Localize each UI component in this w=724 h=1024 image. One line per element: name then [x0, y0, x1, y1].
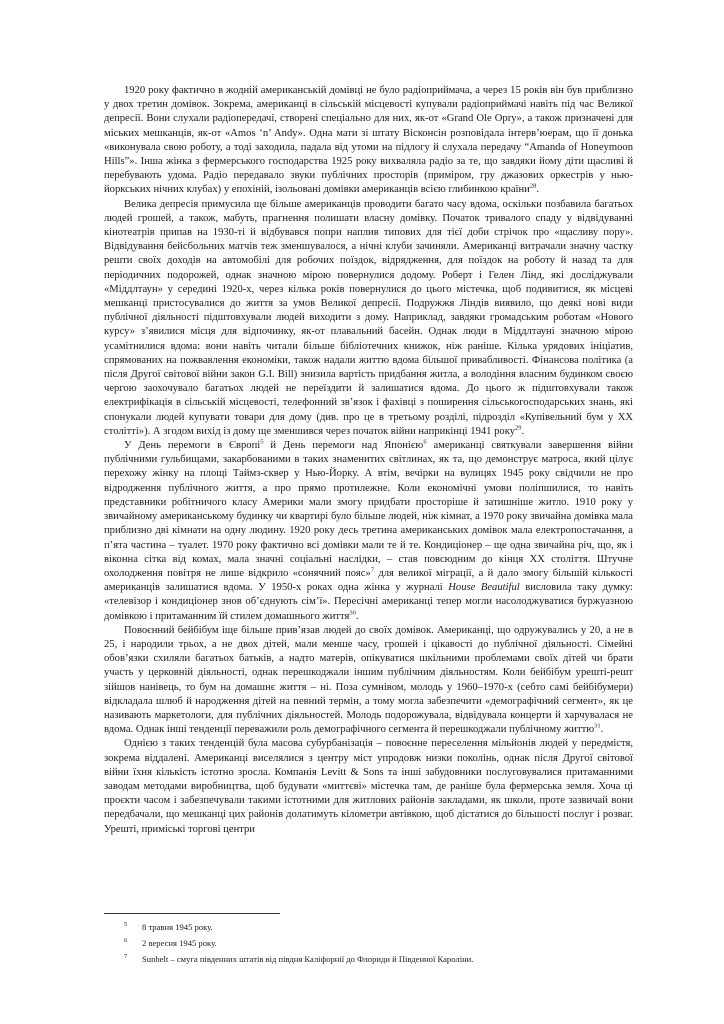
paragraph-4: Повоєнний бейбібум іще більше прив’язав людей до своїх домівок. Американці, що одружувались у 20, а не в 25, і народили трьох, а не двох дітей, мали менше часу, грошей і цікавості до публічної діяльності. Сімейні обов’язки схиляли багатьох батьків, а надто матерів, опікуватися шкільними проблемами своїх дітей чи брати участь у церковній діяльності, однак перешкоджали іншим публічним діяльностям. Коли бейбібум урешті-решт зійшов нанівець, то бум на домашнє життя – ні. Поза сумнівом, молодь у 1960–1970-х (себто самі бейбібумери) відкладала шлюб й народження дітей на певний термін, а тому могла забезпечити «демографічний сегмент», як це називають маркетологи, для публічних діяльностей. Молодь подорожувала, відвідувала концерти й харчувалася не вдома. Однак інші тенденції переважили роль демографічного сегмента й перешкоджали публічному життю$^{31}$.: [104, 624, 633, 736]
footnote-mark: 6: [124, 937, 128, 945]
footnote-mark: 5: [124, 921, 128, 928]
body-text: [104, 84, 633, 837]
footnote-item: [104, 936, 633, 950]
paragraph-5: Однією з таких тенденцій була масова субурбанізація – повоєнне переселення мільйонів людей у передмістя, зокрема віддалені. Американці виселялися з центру міст упродовж низки поколінь, однак після Другої світової війни їхня кількість істотно зросла. Компанія Levitt & Sons та інші забудовники послуговувалися притаманними заводам методами виробництва, щоб будувати «миттєві» містечка там, де раніше була фермерська земля. Хоча ці проєкти часом і забезпечували такими істотними для житлових районів закладами, як школи, проте зазвичай вони передбачали, що мешканці цих районів долатимуть кілометри автівкою, щоб дістатися до більшості послуг і розваг. Урешті, приміські торгові центри: [104, 738, 633, 835]
footnote-ref: 7: [370, 566, 375, 574]
footnotes: [104, 920, 633, 969]
footnote-divider: [104, 913, 280, 914]
footnote-ref: 6: [423, 438, 427, 446]
footnote-text: 8 травня 1945 року.: [142, 922, 213, 932]
magazine-title: House Beautiful: [448, 582, 520, 594]
footnote-mark: 7: [124, 953, 128, 961]
footnote-text: Sunbelt – смуга південних штатів від півдня Каліфорнії до Флориди й Південної Кароліни.: [142, 954, 474, 965]
footnote-item: [104, 920, 633, 934]
footnote-item: [104, 952, 633, 966]
paragraph-3: У День перемоги в Європі$^5$ й День перемоги над Японією$^6$ американці святкували завершення війни публічними гульбищами, закарбованими в таких знаменитих світлинах, як та, що демонструє матроса, який цілує перехожу жінку на площі Таймз-сквер у Нью-Йорку. А втім, вечірки на вулицях 1945 року свідчили не про відродження публічного життя, а про прямо протилежне. Коли економічні умови поліпшилися, то навіть представники робітничого класу Америки мали змогу придбати просторіше й затишніше житло. 1910 року у звичайному американському будинку чи квартирі було більше людей, ніж кімнат, а 1970 року звичайна домівка мала приблизно дві кімнати на одну людину. 1920 року десь третина американських домівок мала електропостачання, а п’ята частина – туалет. 1970 року фактично всі домівки мали те й те. Кондиціонер – ще одна звичайна річ, що, як і віконна сітка від комах, мала значні соціальні наслідки, – став повсюдним до кінця XX століття. Штучне охолодження повітря не лише відкрило «сонячний пояс»$^7$ для великої міграції, а й дало змогу більшій кількості американців залишатися вдома. У 1950-х роках одна жінка у журналі House Beautiful висловила таку думку: «телевізор і кондиціонер знов об’єднують сім’ї». Пересічні американці тепер могли насолоджуватися буржуазною домівкою і притаманним їй стилем домашнього життя$^{30}$.: [104, 438, 634, 622]
paragraph-2: Велика депресія примусила ще більше американців проводити багато часу вдома, оскільки позбавила багатьох людей грошей, а також, мабуть, прагнення полишати власну домівку. Початок тривалого спаду у відвідуванні кінотеатрів припав на 1930-ті й відбувався попри наплив типових для тієї доби стрічок про «щасливу пору». Відвідування бейсбольних матчів теж зменшувалося, а нічні клуби зачиняли. Американці витрачали значну частку решти своїх доходів на автомобілі для робочих поїздок, відрядження, для поїздок на роботу й назад та для періодичних подорожей, однак значною мірою повернулися додому. Роберт і Гелен Лінд, які досліджували «Міддлтаун» у середині 1920-х, через кілька років повернулися до цього містечка, щоб подивитися, як місцеві мешканці пристосувалися до життя за умов Великої депресії. Подружжя Ліндів виявило, що деякі нові види публічної діяльності підштовхували людей виходити з дому. Наприклад, завдяки громадським роботам «Нового курсу» з’явилися місця для відпочинку, як-от плавальний басейн. Однак люди в Міддлтауні значною мірою усамітнилися вдома: вони навіть читали більше бібліотечних книжок, ніж раніше. Кілька урядових ініціатив, спрямованих на пожвавлення економіки, також надали життю вдома більшої привабливості. Фінансова політика (а після Другої світової війни закон G.I. Bill) знизила вартість придбання житла, а володіння власним будинком своєю чергою заохочувало багатьох людей не переїздити й залишатися вдома. До цього ж підштовхували також електрифікація в сільській місцевості, телефонний зв’язок і фахівці з поширення сільськогосподарських знань, які спонукали людей купувати товари для дому (див. про це в третьому розділі, підрозділ «Купівельний бум у XX столітті»). А згодом вихід із дому ще зменшився через початок війни наприкінці 1941 року$^{29}$.: [104, 198, 633, 437]
footnote-ref: 28: [529, 182, 537, 190]
footnote-ref: 31: [594, 722, 601, 730]
footnote-ref: 5: [260, 438, 264, 446]
footnote-ref: 30: [349, 608, 356, 616]
footnote-text: 2 вересня 1945 року.: [142, 938, 217, 949]
footnote-ref: 29: [515, 424, 522, 432]
paragraph-1: 1920 року фактично в жодній американській домівці не було радіоприймача, а через 15 років він був приблизно у двох третин домівок. Зокрема, американці в сільській місцевості купували радіоприймачі навіть під час Великої депресії. Вони слухали радіопередачі, створені спеціально для них, як-от «Grand Ole Opry», а також призначені для міських мешканців, як-от «Amos ‘n’ Andy». Одна мати зі штату Вісконсін розповідала інтерв’юерам, що її донька «виконувала свою роботу, а тоді заходила, падала від утоми на підлогу й слухала передачу “Amanda of Honeymoon Hills”». Інша жінка з фермерського господарства 1925 року вихваляла радіо за те, що завдяки йому діти щасливі й перебувають удома. Радіо передавало звуки публічних просторів (приміром, гру джазових оркестрів у нью-йоркських нічних клубах) у епохіній, ізольовані домівки американців всією глибинкою країни$^{28}$.: [104, 85, 633, 196]
